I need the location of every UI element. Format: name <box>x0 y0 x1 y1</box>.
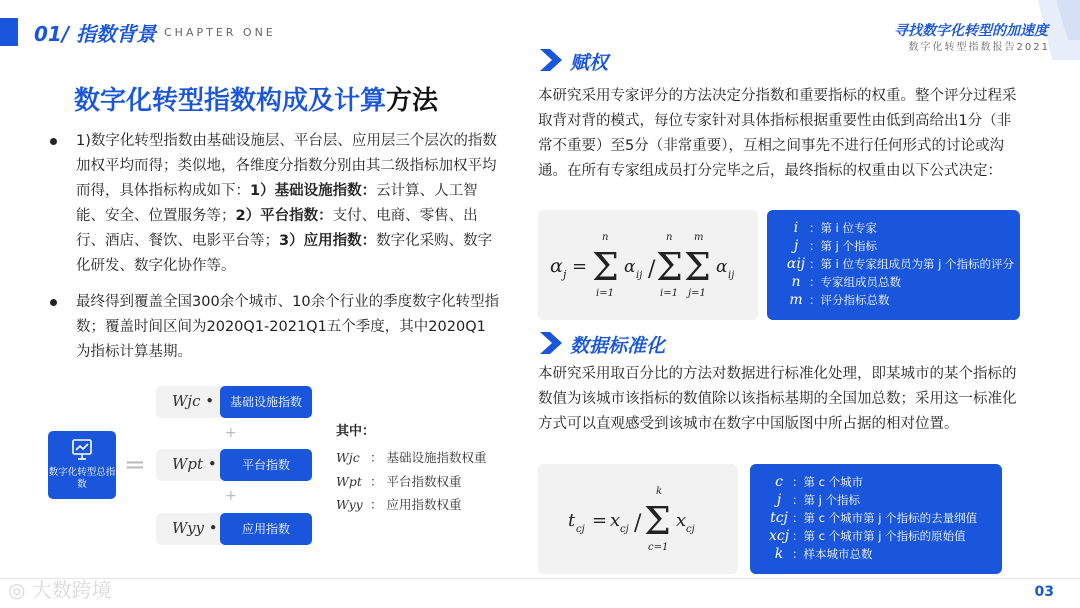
bullet-text-part: 支付、电商、零售、出行、酒店、餐饮、电影平台等； <box>76 208 478 249</box>
svg-text:/: / <box>634 511 642 536</box>
param-row <box>766 528 966 544</box>
svg-text:ij: ij <box>636 270 643 281</box>
svg-text:=: = <box>572 256 588 277</box>
total-index-box <box>48 431 116 499</box>
param-row <box>766 510 977 526</box>
chevron-right-icon <box>538 47 564 73</box>
svg-text:α: α <box>624 257 636 277</box>
svg-text:j: j <box>563 268 567 281</box>
svg-text:α: α <box>716 257 728 277</box>
param-desc: ：第 j 个指标 <box>809 239 878 253</box>
weighting-formula <box>538 210 758 320</box>
normalization-formula <box>538 464 738 574</box>
where-symbol: Wpt <box>336 474 362 489</box>
page-title-tail: 方法 <box>386 86 439 116</box>
svg-text:n: n <box>666 232 673 243</box>
plus-sign: + <box>225 488 237 504</box>
param-symbol: c <box>775 474 783 490</box>
watermark-text: 大数跨境 <box>31 578 112 602</box>
chapter-title: 指数背景 <box>76 22 157 46</box>
normalization-paragraph: 本研究采用取百分比的方法对数据进行标准化处理，即某城市的某个指标的数值为该城市该指标的数值除以该指标基期的全国加总数；采用这一标准化方式可以直观感受到该城市在数字中国版图中所占据的相对位置。 <box>538 366 1017 432</box>
where-symbol: Wjc <box>336 450 360 465</box>
svg-text:k: k <box>656 486 663 497</box>
page-title-main: 数字化转型指数构成及计算 <box>74 86 387 116</box>
param-desc: ：第 c 个城市第 j 个指标的去量纲值 <box>792 511 978 525</box>
where-heading: 其中： <box>336 424 376 439</box>
svg-text:i=1: i=1 <box>660 288 678 299</box>
weighting-params-box <box>767 210 1020 320</box>
bullet-bold-application: 3）应用指数： <box>279 233 377 249</box>
param-row <box>766 474 863 490</box>
index-pill-infrastructure: 基础设施指数 <box>220 386 312 418</box>
where-item <box>336 495 461 513</box>
bullet-item-composition <box>50 129 500 279</box>
footer-divider <box>0 578 1080 579</box>
where-item <box>336 448 486 466</box>
param-desc: ：样本城市总数 <box>792 547 873 561</box>
weighting-formula-box <box>538 210 758 320</box>
page-number: 03 <box>1034 584 1054 600</box>
where-desc: ： 应用指数权重 <box>370 497 462 512</box>
index-pill-application: 应用指数 <box>220 513 312 545</box>
svg-text:=: = <box>592 510 608 531</box>
svg-text:c=1: c=1 <box>648 542 669 553</box>
svg-text:α: α <box>550 255 563 277</box>
where-desc: ： 基础设施指数权重 <box>370 450 487 465</box>
bullet-item-coverage <box>50 290 500 365</box>
chapter-heading <box>34 18 156 47</box>
param-row <box>783 274 901 290</box>
svg-text:Σ: Σ <box>656 245 683 289</box>
param-desc: ：第 i 位专家组成员为第 j 个指标的评分 <box>809 257 1015 271</box>
where-item <box>336 472 461 490</box>
normalization-params-box <box>750 464 1002 574</box>
plus-sign: + <box>225 425 237 441</box>
svg-text:t: t <box>568 510 576 531</box>
svg-text:x: x <box>676 510 687 531</box>
param-row <box>783 238 877 254</box>
weight-symbol: Wyy • <box>172 519 218 537</box>
index-pill-platform: 平台指数 <box>220 449 312 481</box>
bullet-dot-icon <box>50 299 57 306</box>
svg-text:ij: ij <box>728 270 735 281</box>
param-desc: ：第 i 位专家 <box>809 221 878 235</box>
bullet-text <box>76 129 500 279</box>
bullet-text-part: 1)数字化转型指数由基础设施层、平台层、应用层三个层次的指数加权平均而得；类似地，各维度分指数分别由其二级指标加权平均而得，具体指标构成如下： <box>76 133 497 199</box>
param-symbol: j <box>793 238 799 254</box>
bullet-text: 最终得到覆盖全国300余个城市、10余个行业的季度数字化转型指数；覆盖时间区间为2020Q1-2021Q1五个季度，其中2020Q1为指标计算基期。 <box>76 294 500 360</box>
weight-symbol: Wjc • <box>172 392 215 410</box>
svg-text:j=1: j=1 <box>688 288 706 299</box>
section-title-normalization: 数据标准化 <box>570 335 666 357</box>
param-symbol: tcj <box>770 510 788 526</box>
svg-text:x: x <box>610 510 621 531</box>
chapter-number: 01/ <box>34 22 70 46</box>
svg-text:cj: cj <box>620 524 629 535</box>
chevron-right-icon <box>538 330 564 356</box>
param-row <box>766 492 860 508</box>
svg-text:Σ: Σ <box>592 245 619 289</box>
param-desc: ：第 j 个指标 <box>792 493 861 507</box>
param-desc: ：评分指标总数 <box>809 293 890 307</box>
weight-row-platform <box>156 449 312 481</box>
param-symbol: m <box>789 292 803 308</box>
bullet-bold-infra: 1）基础设施指数： <box>250 183 377 199</box>
where-symbol: Wyy <box>336 497 363 512</box>
weighting-paragraph: 本研究采用专家评分的方法决定分指数和重要指标的权重。整个评分过程采取背对背的模式，每位专家针对具体指标根据重要性由低到高给出1分（非常不重要）至5分（非常重要），互相之间事先不进行任何形式的讨论或沟通。在所有专家组成员打分完毕之后，最终指标的权重由以下公式决定： <box>538 88 1017 179</box>
watermark <box>8 574 112 603</box>
weight-symbol: Wpt • <box>172 455 217 473</box>
chapter-subtitle: CHAPTER ONE <box>164 26 276 39</box>
param-row <box>766 546 873 562</box>
watermark-logo-icon: ◎ <box>8 578 32 602</box>
weight-row-infrastructure <box>156 386 312 418</box>
svg-text:m: m <box>694 232 704 243</box>
param-desc: ：专家组成员总数 <box>809 275 901 289</box>
param-desc: ：第 c 个城市第 j 个指标的原始值 <box>792 529 966 543</box>
bullet-text-part: 数字化采购、数字化研发、数字化协作等。 <box>76 233 493 274</box>
param-symbol: j <box>776 492 782 508</box>
param-symbol: k <box>774 546 784 562</box>
svg-text:cj: cj <box>576 524 585 535</box>
svg-text:Σ: Σ <box>684 245 711 289</box>
param-symbol: xcj <box>768 528 790 544</box>
param-symbol: αij <box>786 256 806 272</box>
svg-text:/: / <box>648 257 656 282</box>
monitor-chart-icon <box>72 439 92 461</box>
where-desc: ： 平台指数权重 <box>370 474 462 489</box>
page-title <box>74 80 438 117</box>
svg-text:n: n <box>602 232 609 243</box>
section-title-weighting: 赋权 <box>570 52 609 74</box>
report-subtitle: 数字化转型指数报告2021 <box>908 42 1050 53</box>
param-row <box>783 256 1014 272</box>
equals-sign: = <box>124 450 146 480</box>
param-desc: ：第 c 个城市 <box>792 475 864 489</box>
bullet-text-part: 云计算、人工智能、安全、位置服务等； <box>76 183 478 224</box>
normalization-formula-box <box>538 464 738 574</box>
svg-text:Σ: Σ <box>644 499 671 543</box>
param-row <box>783 292 890 308</box>
report-title: 寻找数字化转型的加速度 <box>894 23 1048 39</box>
header-accent-bar <box>0 18 18 46</box>
weight-row-application <box>156 513 312 545</box>
param-row <box>783 220 877 236</box>
param-symbol: i <box>793 220 799 236</box>
total-index-label: 数字化转型总指数 <box>48 467 116 490</box>
svg-text:i=1: i=1 <box>596 288 614 299</box>
param-symbol: n <box>791 274 801 290</box>
bullet-bold-platform: 2）平台指数： <box>235 208 333 224</box>
bullet-dot-icon <box>50 138 57 145</box>
svg-text:cj: cj <box>686 524 695 535</box>
